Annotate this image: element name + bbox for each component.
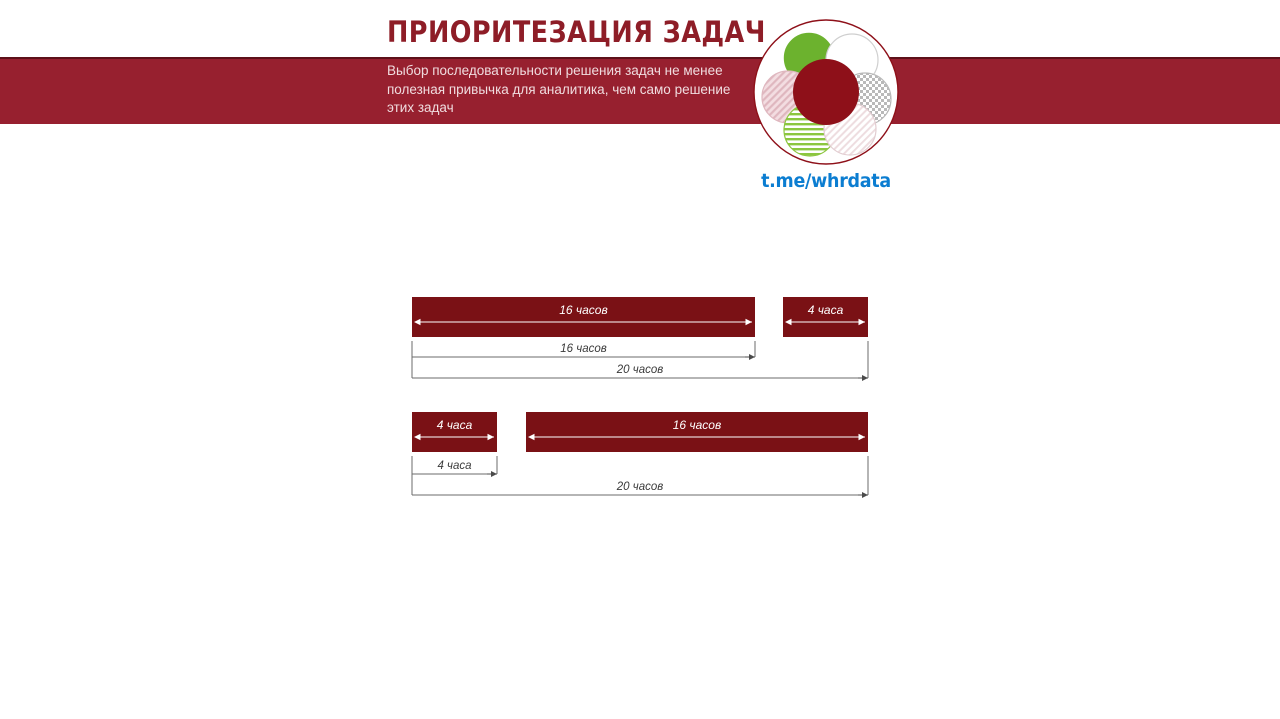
task-bar-label-4h-row1: 4 часа (807, 303, 844, 317)
task-bar-label-4h-row2: 4 часа (436, 418, 473, 432)
page-title: ПРИОРИТЕЗАЦИЯ ЗАДАЧ (387, 15, 766, 49)
page-subtitle: Выбор последовательности решения задач не менее полезная привычка для аналитика, чем само решение этих задач (387, 63, 731, 115)
dimension-label-16h-row1: 16 часов (560, 343, 607, 355)
dimension-label-20h-row2: 20 часов (616, 481, 664, 493)
brand-logo (752, 18, 900, 166)
logo-handle-text: t.me/whrdata (761, 170, 891, 192)
logo-center-circle (793, 59, 859, 125)
task-bar-label-16h-row2: 16 часов (672, 418, 722, 432)
dimension-label-4h-row2: 4 часа (437, 460, 472, 472)
dimension-label-20h-row1: 20 часов (616, 364, 664, 376)
task-bar-label-16h-row1: 16 часов (559, 303, 608, 317)
